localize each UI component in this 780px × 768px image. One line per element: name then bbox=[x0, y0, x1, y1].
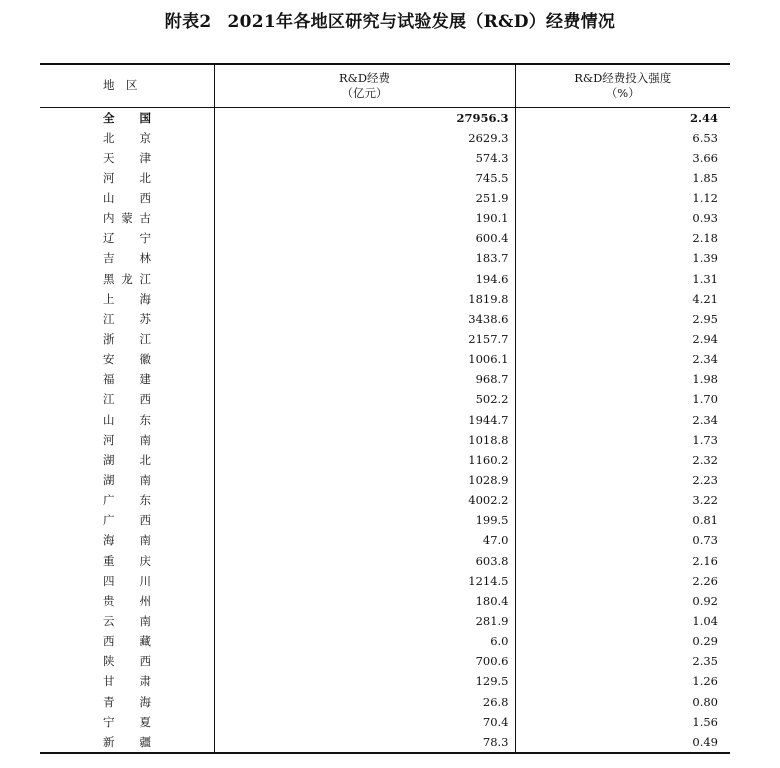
cell-expense: 600.4 bbox=[214, 228, 515, 248]
region-name: 海南 bbox=[103, 533, 151, 548]
region-name: 青海 bbox=[103, 694, 151, 709]
table-row bbox=[40, 268, 730, 288]
region-name: 贵州 bbox=[103, 593, 151, 608]
header-expense bbox=[214, 64, 515, 107]
table-row bbox=[40, 571, 730, 591]
table-row bbox=[40, 550, 730, 570]
cell-region bbox=[40, 268, 214, 288]
cell-intensity: 1.39 bbox=[515, 248, 730, 268]
cell-region bbox=[40, 571, 214, 591]
cell-intensity: 1.31 bbox=[515, 268, 730, 288]
cell-expense: 78.3 bbox=[214, 732, 515, 753]
table-row bbox=[40, 591, 730, 611]
cell-intensity: 1.26 bbox=[515, 671, 730, 691]
region-name: 天津 bbox=[103, 150, 151, 165]
cell-intensity: 4.21 bbox=[515, 289, 730, 309]
cell-region bbox=[40, 651, 214, 671]
cell-intensity: 2.18 bbox=[515, 228, 730, 248]
cell-region bbox=[40, 228, 214, 248]
cell-region bbox=[40, 631, 214, 651]
region-name: 陕西 bbox=[103, 654, 151, 669]
cell-expense: 2157.7 bbox=[214, 329, 515, 349]
region-name: 重庆 bbox=[103, 553, 151, 568]
region-name: 河南 bbox=[103, 432, 151, 447]
cell-intensity: 1.73 bbox=[515, 430, 730, 450]
region-name: 福建 bbox=[103, 372, 151, 387]
table-header-row bbox=[40, 64, 730, 107]
table-row bbox=[40, 530, 730, 550]
region-name: 内蒙古 bbox=[103, 211, 151, 226]
table-row bbox=[40, 691, 730, 711]
cell-expense: 502.2 bbox=[214, 389, 515, 409]
header-intensity-label: R&D经费投入强度 bbox=[574, 70, 672, 85]
region-name: 宁夏 bbox=[103, 714, 151, 729]
region-name: 西藏 bbox=[103, 634, 151, 649]
region-name: 山西 bbox=[103, 190, 151, 205]
cell-region bbox=[40, 712, 214, 732]
cell-region bbox=[40, 550, 214, 570]
cell-region bbox=[40, 470, 214, 490]
table-row bbox=[40, 409, 730, 429]
cell-expense: 700.6 bbox=[214, 651, 515, 671]
cell-expense: 180.4 bbox=[214, 591, 515, 611]
header-intensity bbox=[515, 64, 730, 107]
cell-region bbox=[40, 430, 214, 450]
cell-intensity: 2.34 bbox=[515, 409, 730, 429]
cell-region bbox=[40, 148, 214, 168]
cell-expense: 183.7 bbox=[214, 248, 515, 268]
cell-expense: 129.5 bbox=[214, 671, 515, 691]
cell-expense: 3438.6 bbox=[214, 309, 515, 329]
table-row bbox=[40, 168, 730, 188]
region-name: 全国 bbox=[103, 110, 151, 125]
region-name: 云南 bbox=[103, 613, 151, 628]
region-name: 江苏 bbox=[103, 311, 151, 326]
cell-region bbox=[40, 128, 214, 148]
cell-expense: 2629.3 bbox=[214, 128, 515, 148]
cell-region bbox=[40, 691, 214, 711]
table-row bbox=[40, 450, 730, 470]
cell-intensity: 0.80 bbox=[515, 691, 730, 711]
cell-expense: 6.0 bbox=[214, 631, 515, 651]
region-name: 吉林 bbox=[103, 251, 151, 266]
cell-region bbox=[40, 188, 214, 208]
cell-intensity: 1.98 bbox=[515, 369, 730, 389]
cell-region bbox=[40, 369, 214, 389]
header-intensity-unit: （%） bbox=[605, 85, 640, 100]
region-name: 湖北 bbox=[103, 452, 151, 467]
region-name: 北京 bbox=[103, 130, 151, 145]
cell-intensity: 1.12 bbox=[515, 188, 730, 208]
table-row bbox=[40, 369, 730, 389]
page-title bbox=[0, 7, 780, 32]
region-name: 湖南 bbox=[103, 472, 151, 487]
table-row bbox=[40, 651, 730, 671]
cell-expense: 603.8 bbox=[214, 550, 515, 570]
region-name: 江西 bbox=[103, 392, 151, 407]
header-expense-label: R&D经费 bbox=[338, 70, 391, 85]
cell-intensity: 1.04 bbox=[515, 611, 730, 631]
cell-region bbox=[40, 289, 214, 309]
table-row bbox=[40, 671, 730, 691]
cell-region bbox=[40, 450, 214, 470]
cell-intensity: 2.23 bbox=[515, 470, 730, 490]
title-prefix: 附表2 bbox=[164, 12, 212, 32]
region-name: 广西 bbox=[103, 513, 151, 528]
region-name: 浙江 bbox=[103, 331, 151, 346]
cell-expense: 47.0 bbox=[214, 530, 515, 550]
region-name: 广东 bbox=[103, 493, 151, 508]
table-row bbox=[40, 470, 730, 490]
cell-expense: 1819.8 bbox=[214, 289, 515, 309]
table-row bbox=[40, 228, 730, 248]
region-name: 河北 bbox=[103, 170, 151, 185]
cell-intensity: 3.22 bbox=[515, 490, 730, 510]
region-name: 辽宁 bbox=[103, 231, 151, 246]
region-name: 山东 bbox=[103, 412, 151, 427]
header-region: 地 区 bbox=[40, 64, 214, 107]
cell-intensity: 0.93 bbox=[515, 208, 730, 228]
cell-expense: 1028.9 bbox=[214, 470, 515, 490]
header-expense-unit: （亿元） bbox=[341, 85, 388, 100]
cell-expense: 574.3 bbox=[214, 148, 515, 168]
region-name: 甘肃 bbox=[103, 674, 151, 689]
cell-expense: 1160.2 bbox=[214, 450, 515, 470]
table-row bbox=[40, 289, 730, 309]
cell-expense: 1018.8 bbox=[214, 430, 515, 450]
cell-expense: 26.8 bbox=[214, 691, 515, 711]
region-name: 上海 bbox=[103, 291, 151, 306]
cell-intensity: 6.53 bbox=[515, 128, 730, 148]
cell-region bbox=[40, 248, 214, 268]
table-row bbox=[40, 732, 730, 753]
cell-intensity: 0.49 bbox=[515, 732, 730, 753]
cell-region bbox=[40, 107, 214, 128]
cell-expense: 281.9 bbox=[214, 611, 515, 631]
table-row bbox=[40, 148, 730, 168]
cell-expense: 199.5 bbox=[214, 510, 515, 530]
cell-expense: 4002.2 bbox=[214, 490, 515, 510]
region-name: 黑龙江 bbox=[103, 271, 151, 286]
table-row bbox=[40, 208, 730, 228]
cell-expense: 1214.5 bbox=[214, 571, 515, 591]
table-row bbox=[40, 510, 730, 530]
table-row bbox=[40, 712, 730, 732]
cell-intensity: 1.70 bbox=[515, 389, 730, 409]
cell-region bbox=[40, 530, 214, 550]
cell-expense: 70.4 bbox=[214, 712, 515, 732]
region-name: 四川 bbox=[103, 573, 151, 588]
cell-expense: 1006.1 bbox=[214, 349, 515, 369]
cell-intensity: 2.44 bbox=[515, 107, 730, 128]
cell-region bbox=[40, 168, 214, 188]
cell-intensity: 2.35 bbox=[515, 651, 730, 671]
table-row bbox=[40, 611, 730, 631]
cell-intensity: 2.34 bbox=[515, 349, 730, 369]
cell-intensity: 1.56 bbox=[515, 712, 730, 732]
table-row bbox=[40, 631, 730, 651]
cell-region bbox=[40, 349, 214, 369]
cell-region bbox=[40, 389, 214, 409]
table-body bbox=[40, 107, 730, 753]
table-row bbox=[40, 309, 730, 329]
cell-region bbox=[40, 309, 214, 329]
cell-region bbox=[40, 732, 214, 753]
cell-intensity: 1.85 bbox=[515, 168, 730, 188]
cell-region bbox=[40, 671, 214, 691]
table-row bbox=[40, 128, 730, 148]
cell-expense: 190.1 bbox=[214, 208, 515, 228]
cell-intensity: 0.92 bbox=[515, 591, 730, 611]
table-row bbox=[40, 329, 730, 349]
cell-region bbox=[40, 510, 214, 530]
table-row bbox=[40, 389, 730, 409]
cell-intensity: 0.73 bbox=[515, 530, 730, 550]
cell-intensity: 2.26 bbox=[515, 571, 730, 591]
cell-intensity: 2.16 bbox=[515, 550, 730, 570]
cell-region bbox=[40, 409, 214, 429]
region-name: 新疆 bbox=[103, 734, 151, 749]
cell-region bbox=[40, 208, 214, 228]
cell-intensity: 2.95 bbox=[515, 309, 730, 329]
cell-region bbox=[40, 329, 214, 349]
cell-expense: 27956.3 bbox=[214, 107, 515, 128]
table-row bbox=[40, 490, 730, 510]
cell-intensity: 2.32 bbox=[515, 450, 730, 470]
region-name: 安徽 bbox=[103, 352, 151, 367]
cell-intensity: 0.81 bbox=[515, 510, 730, 530]
cell-expense: 251.9 bbox=[214, 188, 515, 208]
cell-region bbox=[40, 591, 214, 611]
cell-expense: 745.5 bbox=[214, 168, 515, 188]
cell-intensity: 3.66 bbox=[515, 148, 730, 168]
table-row bbox=[40, 107, 730, 128]
cell-region bbox=[40, 611, 214, 631]
cell-expense: 968.7 bbox=[214, 369, 515, 389]
cell-intensity: 0.29 bbox=[515, 631, 730, 651]
rd-expense-table bbox=[40, 63, 730, 754]
cell-region bbox=[40, 490, 214, 510]
title-text: 2021年各地区研究与试验发展（R&D）经费情况 bbox=[227, 12, 616, 32]
table-row bbox=[40, 430, 730, 450]
cell-intensity: 2.94 bbox=[515, 329, 730, 349]
cell-expense: 1944.7 bbox=[214, 409, 515, 429]
table-row bbox=[40, 248, 730, 268]
table-row bbox=[40, 188, 730, 208]
table-row bbox=[40, 349, 730, 369]
cell-expense: 194.6 bbox=[214, 268, 515, 288]
